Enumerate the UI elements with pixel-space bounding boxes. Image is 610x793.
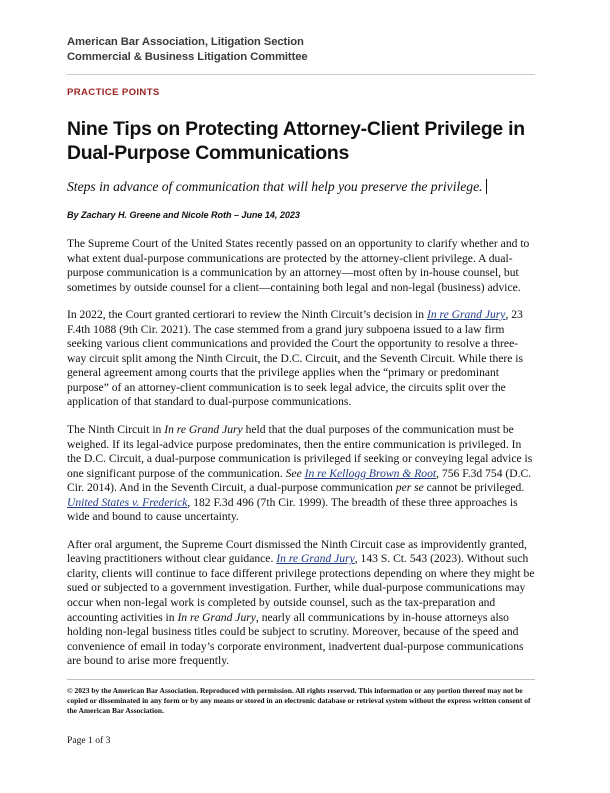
article-body [67, 237, 535, 669]
masthead-line-1: American Bar Association, Litigation Section [67, 36, 304, 48]
page-number: Page 1 of 3 [67, 735, 111, 746]
section-kicker: PRACTICE POINTS [67, 87, 160, 98]
paragraph-3-segment-1: The Ninth Circuit in [67, 423, 165, 436]
citation-link-united-states-v-frederick[interactable]: United States v. Frederick [67, 495, 188, 509]
paragraph-4-segment-3: , nearly all communications by in-house attorneys also holding non-legal business titles could be subject to scrutiny. Moreover, because of the speed and convenience of email in today’s corporate environment, inadvertent dual-purpose communications are bound to arise more frequently. [67, 610, 524, 668]
case-name-in-re-grand-jury: In re Grand Jury [164, 423, 243, 436]
article-byline: By Zachary H. Greene and Nicole Roth – June 14, 2023 [67, 209, 300, 220]
latin-term-per-se: per se [395, 481, 424, 495]
copyright-notice: © 2023 by the American Bar Association. Reproduced with permission. All rights reserved. This information or any portion thereof may not be copied or disseminated in any form or by any means or stored in an electronic database or retrieval system without the express written consent of the American Bar Association. [67, 686, 531, 715]
paragraph-1-text: The Supreme Court of the United States recently passed on an opportunity to clarify whether and to what extent dual-purpose communications are protected by the attorney-client privilege. A dual-purpose communication is a communication by an attorney—most often by in-house counsel, but sometimes by outside counsel for a client—containing both legal and non-legal (business) advice. [67, 236, 530, 294]
article-subtitle [67, 178, 535, 195]
paragraph-3-segment-2: held that the dual purposes of the communication must be weighed. If its legal-advice purpose predominates, then the entire communication is privileged. In the D.C. Circuit, a dual-purpose communication is privileged if seeking or conveying legal advice is one significant purpose of the communication. [67, 423, 533, 480]
citation-link-in-re-grand-jury-2[interactable]: In re Grand Jury [276, 552, 355, 566]
masthead-line-2: Commercial & Business Litigation Committee [67, 51, 308, 63]
citation-link-in-re-grand-jury-1[interactable]: In re Grand Jury [426, 308, 506, 322]
paragraph-4 [67, 538, 535, 669]
paragraph-3 [67, 423, 535, 525]
page-title: Nine Tips on Protecting Attorney-Client Privilege in Dual-Purpose Communications [67, 118, 525, 164]
signal-see: See [285, 466, 302, 480]
paragraph-3-segment-6: , 182 F.3d 496 (7th Cir. 1999). The breadth of these three approaches is wide and bound to cause uncertainty. [67, 495, 518, 524]
page-content [67, 35, 535, 669]
paragraph-3-segment-5: cannot be privileged. [423, 481, 525, 495]
text-caret [486, 179, 487, 194]
paragraph-2-segment-1: In 2022, the Court granted certiorari to review the Ninth Circuit’s decision in [67, 308, 427, 322]
masthead [67, 35, 535, 65]
paragraph-1 [67, 237, 535, 295]
paragraph-2 [67, 308, 535, 410]
article-subtitle-text: Steps in advance of communication that will help you preserve the privilege. [67, 178, 483, 194]
paragraph-3-segment-4: , 756 F.3d 754 (D.C. Cir. 2014). And in the Seventh Circuit, a dual-purpose communication [67, 466, 532, 495]
paragraph-4-segment-2: , 143 S. Ct. 543 (2023). Without such clarity, clients will continue to face different privilege protections depending on where they might be sued or subjected to a government investigation. Further, while dual-purpose communications may occur when non-legal work is completed by outside counsel, such as the tax-preparation and accounting activities in [67, 552, 535, 624]
masthead-divider [67, 74, 535, 75]
case-name-in-re-grand-jury-2: In re Grand Jury [177, 610, 256, 624]
citation-link-kellogg-brown-root[interactable]: In re Kellogg Brown & Root [304, 466, 437, 480]
paragraph-2-segment-2: , 23 F.4th 1088 (9th Cir. 2021). The case stemmed from a grand jury subpoena issued to a law firm seeking various client communications and provided the Court the opportunity to resolve a three-way circuit split among the Ninth Circuit, the D.C. Circuit, and the Seventh Circuit. While there is general agreement among courts that the privilege applies when the “primary or predominant purpose” of an attorney-client communication is to seek legal advice, the circuits split over the application of that standard to dual-purpose communications. [67, 308, 524, 409]
paragraph-4-segment-1: After oral argument, the Supreme Court dismissed the Ninth Circuit case as improvidently granted, leaving practitioners without clear guidance. [67, 537, 527, 566]
footer-divider [67, 679, 535, 680]
